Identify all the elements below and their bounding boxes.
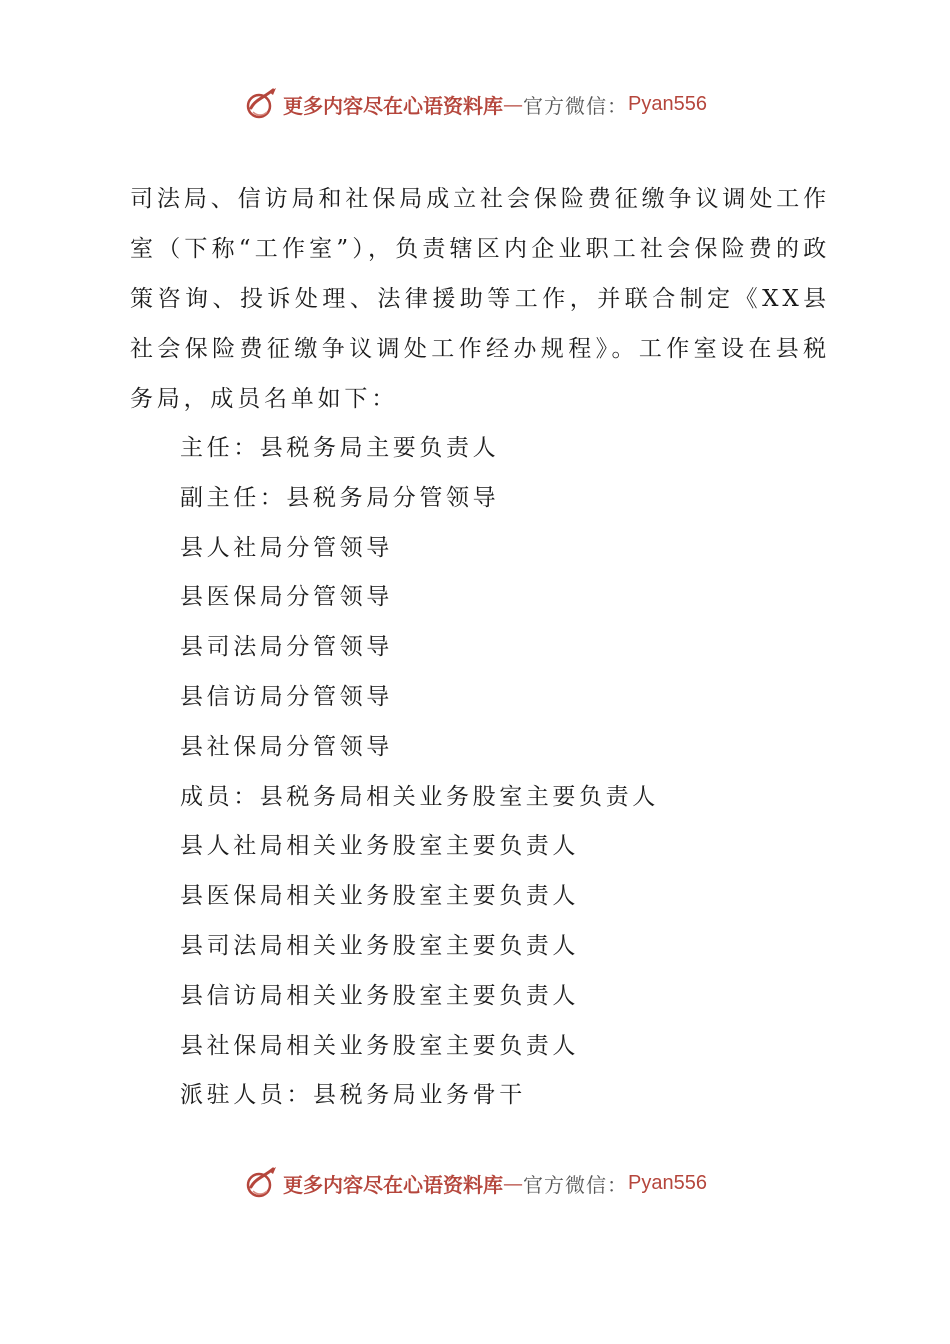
list-item: 县社保局分管领导 [180, 733, 393, 760]
list-item: 主任：县税务局主要负责人 [180, 435, 500, 461]
pen-logo-icon [243, 1165, 279, 1201]
banner-wechat-id: Pyan556 [628, 92, 707, 115]
list-item: 县人社局分管领导 [180, 534, 393, 561]
pen-logo-icon [243, 86, 279, 122]
list-item: 县司法局分管领导 [180, 634, 393, 661]
member-list [130, 424, 830, 1121]
list-item: 县信访局相关业务股室主要负责人 [180, 982, 579, 1009]
banner-text-label: 官方微信： [523, 1172, 629, 1197]
list-item: 县信访局分管领导 [180, 683, 393, 710]
banner-text-label: 官方微信： [523, 93, 629, 118]
list-item: 派驻人员：县税务局业务骨干 [180, 1082, 526, 1109]
footer-watermark-banner [0, 1163, 950, 1203]
list-item: 县司法局相关业务股室主要负责人 [180, 932, 579, 959]
banner-dash: — [503, 1171, 524, 1195]
list-item: 县医保局分管领导 [180, 584, 393, 611]
list-item: 县社保局相关业务股室主要负责人 [180, 1032, 579, 1059]
banner-text-main: 更多内容尽在心语资料库 [283, 93, 504, 118]
list-item: 副主任：县税务局分管领导 [180, 484, 500, 511]
banner-wechat-id: Pyan556 [628, 1171, 707, 1194]
list-item: 成员：县税务局相关业务股室主要负责人 [180, 783, 659, 810]
list-item: 县人社局相关业务股室主要负责人 [180, 833, 579, 860]
document-body [130, 174, 830, 1121]
banner-dash: — [503, 92, 524, 116]
body-paragraph: 司法局、信访局和社保局成立社会保险费征缴争议调处工作室（下称“工作室”），负责辖区内企业职工社会保险费的政策咨询、投诉处理、法律援助等工作，并联合制定《XX县社会保险费征缴争议调处工作经办规程》。工作室设在县税务局，成员名单如下： [130, 186, 830, 412]
header-watermark-banner [0, 84, 950, 124]
banner-text-main: 更多内容尽在心语资料库 [283, 1172, 504, 1197]
list-item: 县医保局相关业务股室主要负责人 [180, 883, 579, 910]
